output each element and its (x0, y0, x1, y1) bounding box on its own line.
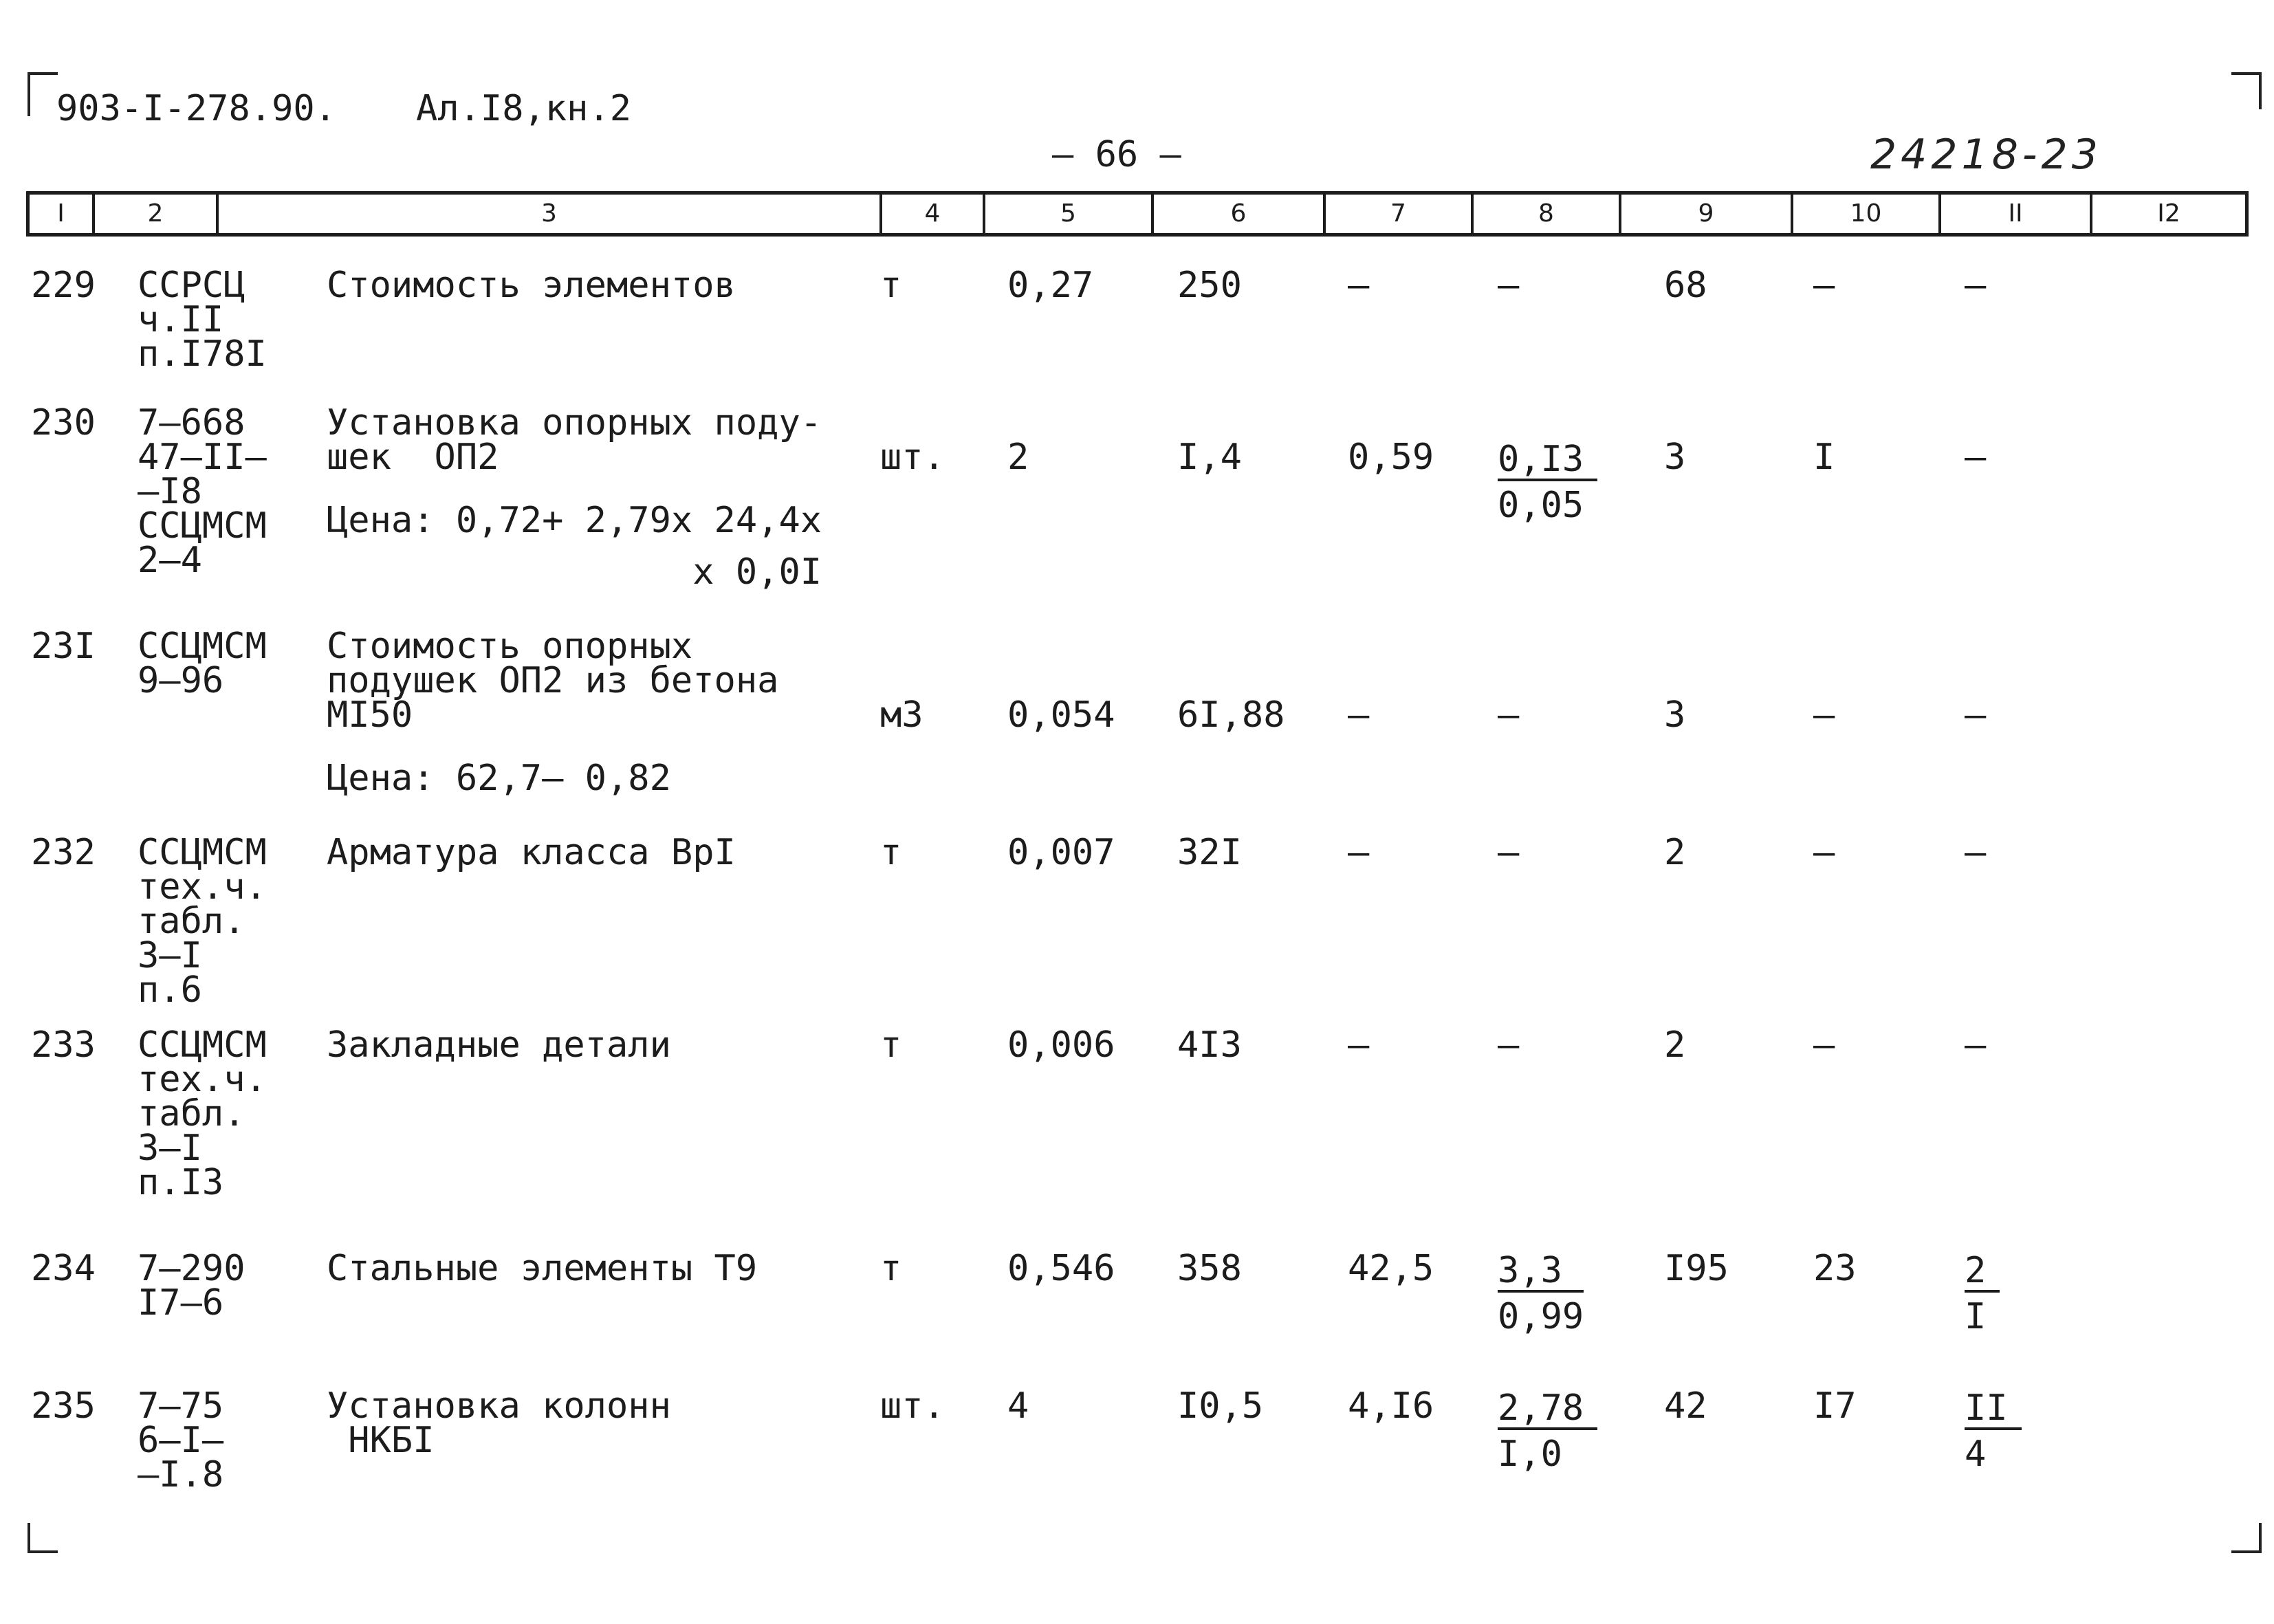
cost-column-11 (1965, 1389, 2022, 1478)
fraction-numerator: 3,3 (1498, 1251, 1584, 1293)
cost-column-7: 4,I6 (1348, 1385, 1434, 1427)
position-code (138, 402, 267, 581)
frame-corner-bottom-right (2231, 1523, 2262, 1553)
column-number-1: I (30, 195, 95, 233)
page-number: — 66 — (1052, 134, 1181, 175)
fraction-denominator: I (1965, 1296, 1987, 1337)
code-line: ССЦМСМ (138, 1024, 267, 1066)
code-line: табл. (138, 1093, 245, 1134)
code-line: п.I78I (138, 333, 267, 375)
description-line: НКБI (327, 1420, 435, 1461)
cost-column-8: – (1498, 1024, 1520, 1066)
frame-corner-top-right (2231, 72, 2262, 109)
cost-column-9: 3 (1664, 437, 1686, 478)
quantity: 0,006 (1007, 1024, 1115, 1066)
column-number-10: 10 (1793, 195, 1941, 233)
cost-column-9: 3 (1664, 694, 1686, 736)
code-line: –I8 (138, 471, 202, 512)
unit: м3 (880, 694, 923, 736)
position-code (138, 626, 267, 701)
code-line: –I.8 (138, 1454, 224, 1495)
fraction-denominator: 0,05 (1498, 485, 1584, 526)
fraction-numerator: 2 (1965, 1251, 2000, 1293)
code-line: ССЦМСМ (138, 505, 267, 547)
unit-cost: I0,5 (1177, 1385, 1264, 1427)
cost-column-9: 42 (1664, 1385, 1707, 1427)
cost-column-11: – (1965, 437, 1987, 478)
description-line: Установка колонн (327, 1385, 671, 1427)
work-description (327, 1248, 758, 1289)
cost-column-11: – (1965, 265, 1987, 306)
code-line: 6–I– (138, 1420, 224, 1461)
code-line: п.6 (138, 969, 202, 1011)
quantity: 0,007 (1007, 832, 1115, 873)
price-formula (327, 495, 822, 598)
description-line: Арматура класса ВрI (327, 832, 736, 873)
cost-column-7: – (1348, 832, 1370, 873)
code-line: п.I3 (138, 1162, 224, 1203)
column-number-8: 8 (1474, 195, 1621, 233)
code-line: табл. (138, 901, 245, 942)
work-description (327, 402, 822, 478)
unit-cost: 4I3 (1177, 1024, 1242, 1066)
cost-column-10: 23 (1813, 1248, 1857, 1289)
work-description (327, 1024, 671, 1066)
cost-column-7: – (1348, 694, 1370, 736)
position-code (138, 1024, 267, 1203)
description-line: Установка опорных поду- (327, 402, 822, 443)
cost-column-11: – (1965, 694, 1987, 736)
unit: шт. (880, 437, 945, 478)
cost-column-11: – (1965, 1024, 1987, 1066)
cost-column-10: I (1813, 437, 1835, 478)
column-number-6: 6 (1154, 195, 1326, 233)
column-number-bar (26, 191, 2249, 237)
frame-corner-top-left (28, 72, 58, 116)
unit: т (880, 265, 902, 306)
cost-column-10: – (1813, 694, 1835, 736)
row-number: 232 (31, 832, 96, 873)
code-line: 3–I (138, 935, 202, 976)
cost-column-10: I7 (1813, 1385, 1857, 1427)
cost-column-10: – (1813, 832, 1835, 873)
quantity: 0,27 (1007, 265, 1094, 306)
code-line: 2–4 (138, 540, 202, 581)
quantity: 0,546 (1007, 1248, 1115, 1289)
cost-column-7: – (1348, 265, 1370, 306)
code-line: ССЦМСМ (138, 832, 267, 873)
cost-column-7: 0,59 (1348, 437, 1434, 478)
album-reference: Ал.I8,кн.2 (416, 88, 632, 129)
quantity: 0,054 (1007, 694, 1115, 736)
code-line: 7–75 (138, 1385, 224, 1427)
code-line: 7–668 (138, 402, 245, 443)
row-number: 235 (31, 1385, 96, 1427)
cost-column-9: 2 (1664, 832, 1686, 873)
cost-column-8 (1498, 440, 1597, 529)
cost-column-9: 68 (1664, 265, 1707, 306)
cost-column-9: I95 (1664, 1248, 1729, 1289)
position-code (138, 265, 267, 375)
cost-column-10: – (1813, 265, 1835, 306)
cost-column-8: – (1498, 694, 1520, 736)
cost-column-8 (1498, 1389, 1597, 1478)
description-line: Стальные элементы Т9 (327, 1248, 758, 1289)
description-line: шек ОП2 (327, 437, 499, 478)
unit-cost: 358 (1177, 1248, 1242, 1289)
code-line: 3–I (138, 1128, 202, 1169)
unit: т (880, 1024, 902, 1066)
code-line: 7–290 (138, 1248, 245, 1289)
fraction-denominator: I,0 (1498, 1434, 1562, 1475)
cost-column-11: – (1965, 832, 1987, 873)
column-number-5: 5 (985, 195, 1154, 233)
position-code (138, 1248, 245, 1324)
code-line: ССЦМСМ (138, 626, 267, 667)
column-number-7: 7 (1326, 195, 1474, 233)
code-line: ч.II (138, 299, 224, 340)
cost-column-10: – (1813, 1024, 1835, 1066)
column-number-3: 3 (219, 195, 882, 233)
quantity: 4 (1007, 1385, 1029, 1427)
work-description (327, 265, 736, 306)
unit-cost: 32I (1177, 832, 1242, 873)
cost-column-7: 42,5 (1348, 1248, 1434, 1289)
document-code: 903-I-278.90. (56, 88, 336, 129)
code-line: тех.ч. (138, 866, 267, 908)
position-code (138, 1385, 224, 1495)
frame-corner-bottom-left (28, 1523, 58, 1553)
fraction-numerator: 0,I3 (1498, 440, 1597, 481)
price-formula (327, 753, 671, 804)
row-number: 233 (31, 1024, 96, 1066)
column-number-12: I2 (2157, 199, 2180, 228)
description-line: подушек ОП2 из бетона (327, 660, 779, 701)
fraction-denominator: 4 (1965, 1434, 1987, 1475)
code-line: 47–II– (138, 437, 267, 478)
unit-cost: I,4 (1177, 437, 1242, 478)
price-line: Цена: 0,72+ 2,79х 24,4х (327, 500, 822, 541)
price-line: х 0,0I (327, 551, 822, 593)
description-line: Стоимость элементов (327, 265, 736, 306)
code-line: I7–6 (138, 1282, 224, 1324)
unit-cost: 6I,88 (1177, 694, 1285, 736)
row-number: 23I (31, 626, 96, 667)
code-line: 9–96 (138, 660, 224, 701)
cost-column-9: 2 (1664, 1024, 1686, 1066)
fraction-denominator: 0,99 (1498, 1296, 1584, 1337)
cost-column-7: – (1348, 1024, 1370, 1066)
quantity: 2 (1007, 437, 1029, 478)
unit: т (880, 832, 902, 873)
work-description (327, 832, 736, 873)
unit-cost: 250 (1177, 265, 1242, 306)
cost-column-8 (1498, 1251, 1584, 1341)
fraction-numerator: 2,78 (1498, 1389, 1597, 1430)
work-description (327, 626, 779, 736)
row-number: 230 (31, 402, 96, 443)
cost-column-8: – (1498, 832, 1520, 873)
column-number-2: 2 (95, 195, 219, 233)
unit: шт. (880, 1385, 945, 1427)
unit: т (880, 1248, 902, 1289)
description-line: Закладные детали (327, 1024, 671, 1066)
description-line: Стоимость опорных (327, 626, 693, 667)
row-number: 234 (31, 1248, 96, 1289)
description-line: МI50 (327, 694, 413, 736)
position-code (138, 832, 267, 1011)
work-description (327, 1385, 671, 1461)
fraction-numerator: II (1965, 1389, 2022, 1430)
handwritten-number: 24218-23 (1870, 131, 2102, 179)
row-number: 229 (31, 265, 96, 306)
column-number-4: 4 (882, 195, 985, 233)
column-number-9: 9 (1621, 195, 1793, 233)
code-line: тех.ч. (138, 1059, 267, 1100)
price-line: Цена: 62,7– 0,82 (327, 758, 671, 799)
code-line: ССРСЦ (138, 265, 245, 306)
cost-column-8: – (1498, 265, 1520, 306)
cost-column-11 (1965, 1251, 2000, 1341)
column-number-11: II (1941, 195, 2092, 233)
